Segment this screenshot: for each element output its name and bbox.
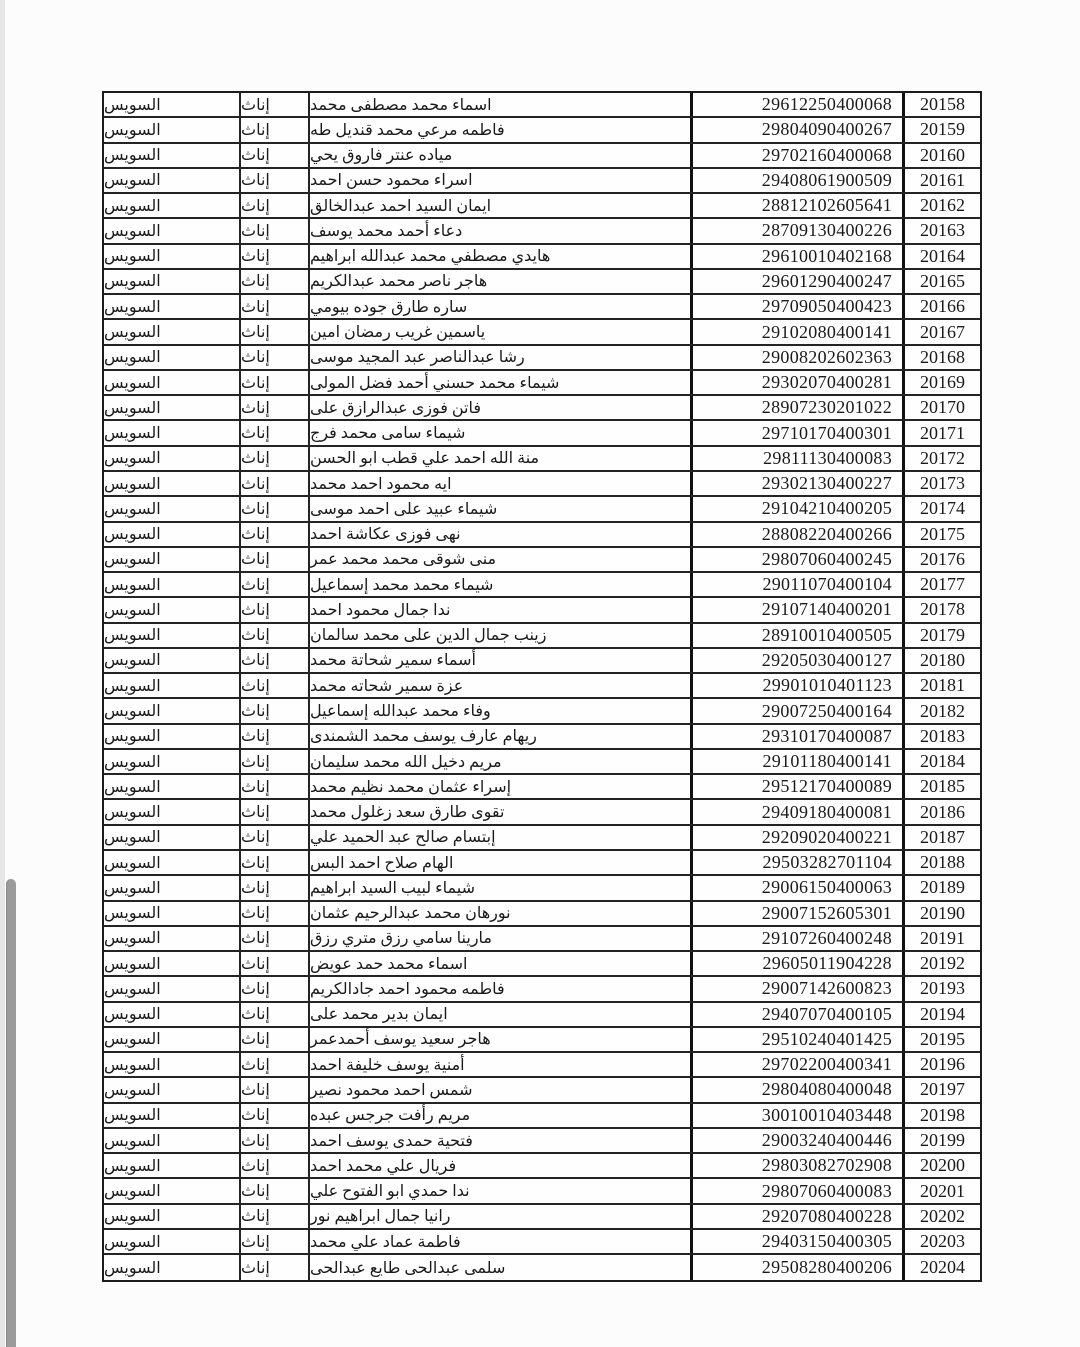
name-cell: ندا جمال محمود احمد bbox=[308, 598, 690, 621]
national-id-cell: 28910010400505 bbox=[690, 624, 905, 647]
table-row bbox=[104, 1053, 980, 1078]
national-id-cell: 29302130400227 bbox=[690, 472, 905, 495]
gender-cell: إناث bbox=[239, 649, 308, 672]
page-edge-strip bbox=[0, 0, 5, 1347]
governorate-cell: السويس bbox=[104, 753, 161, 771]
gender-cell: إناث bbox=[239, 245, 308, 268]
national-id-cell: 29102080400141 bbox=[690, 320, 905, 343]
gender-cell: إناث bbox=[239, 194, 308, 217]
governorate-cell: السويس bbox=[104, 955, 161, 973]
table-row bbox=[104, 497, 980, 522]
gender-cell: إناث bbox=[239, 219, 308, 242]
name-cell: مارينا سامي رزق متري رزق bbox=[308, 927, 690, 950]
serial-cell: 20159 bbox=[920, 119, 965, 140]
governorate-cell: السويس bbox=[104, 728, 161, 746]
name-cell: نهى فوزى عكاشة احمد bbox=[308, 523, 690, 546]
serial-cell: 20180 bbox=[920, 649, 965, 670]
name-cell: فتحية حمدى يوسف احمد bbox=[308, 1129, 690, 1152]
governorate-cell: السويس bbox=[104, 121, 161, 139]
table-row bbox=[104, 1078, 980, 1103]
name-cell: اسماء محمد مصطفى محمد bbox=[308, 93, 690, 116]
table-row bbox=[104, 447, 980, 472]
name-cell: مياده عنتر فاروق يحي bbox=[308, 144, 690, 167]
governorate-cell: السويس bbox=[104, 248, 161, 266]
name-cell: رشا عبدالناصر عبد المجيد موسى bbox=[308, 346, 690, 369]
national-id-cell: 29512170400089 bbox=[690, 775, 905, 798]
name-cell: شيماء سامى محمد فرج bbox=[308, 421, 690, 444]
gender-cell: إناث bbox=[239, 523, 308, 546]
national-id-cell: 29804080400048 bbox=[690, 1078, 905, 1101]
table-row bbox=[104, 902, 980, 927]
national-id-cell: 29310170400087 bbox=[690, 725, 905, 748]
name-cell: زينب جمال الدين على محمد سالمان bbox=[308, 624, 690, 647]
national-id-cell: 29811130400083 bbox=[690, 447, 905, 470]
governorate-cell: السويس bbox=[104, 854, 161, 872]
table-row bbox=[104, 472, 980, 497]
national-id-cell: 29702160400068 bbox=[690, 144, 905, 167]
table-row bbox=[104, 750, 980, 775]
table-row bbox=[104, 1230, 980, 1255]
national-id-cell: 29408061900509 bbox=[690, 169, 905, 192]
serial-cell: 20185 bbox=[920, 776, 965, 797]
table-row bbox=[104, 952, 980, 977]
gender-cell: إناث bbox=[239, 497, 308, 520]
name-cell: دعاء أحمد محمد يوسف bbox=[308, 219, 690, 242]
governorate-cell: السويس bbox=[104, 1157, 161, 1175]
gender-cell: إناث bbox=[239, 169, 308, 192]
serial-cell: 20181 bbox=[920, 675, 965, 696]
table-row bbox=[104, 649, 980, 674]
governorate-cell: السويس bbox=[104, 222, 161, 240]
serial-cell: 20203 bbox=[920, 1231, 965, 1252]
governorate-cell: السويس bbox=[104, 172, 161, 190]
table-row bbox=[104, 295, 980, 320]
governorate-cell: السويس bbox=[104, 500, 161, 518]
serial-cell: 20168 bbox=[920, 346, 965, 367]
national-id-cell: 29003240400446 bbox=[690, 1129, 905, 1152]
national-id-cell: 29605011904228 bbox=[690, 952, 905, 975]
governorate-cell: السويس bbox=[104, 930, 161, 948]
serial-cell: 20184 bbox=[920, 751, 965, 772]
national-id-cell: 29006150400063 bbox=[690, 876, 905, 899]
table-row bbox=[104, 699, 980, 724]
national-id-cell: 29710170400301 bbox=[690, 421, 905, 444]
serial-cell: 20158 bbox=[920, 94, 965, 115]
table-row bbox=[104, 1028, 980, 1053]
national-id-cell: 29302070400281 bbox=[690, 371, 905, 394]
governorate-cell: السويس bbox=[104, 1031, 161, 1049]
serial-cell: 20182 bbox=[920, 700, 965, 721]
table-row bbox=[104, 548, 980, 573]
table-row bbox=[104, 523, 980, 548]
name-cell: أمنية يوسف خليفة احمد bbox=[308, 1053, 690, 1076]
national-id-cell: 29612250400068 bbox=[690, 93, 905, 116]
national-id-cell: 29901010401123 bbox=[690, 674, 905, 697]
gender-cell: إناث bbox=[239, 699, 308, 722]
governorate-cell: السويس bbox=[104, 829, 161, 847]
governorate-cell: السويس bbox=[104, 349, 161, 367]
table-row bbox=[104, 219, 980, 244]
name-cell: الهام صلاح احمد البس bbox=[308, 851, 690, 874]
table-row bbox=[104, 421, 980, 446]
governorate-cell: السويس bbox=[104, 677, 161, 695]
national-id-cell: 29601290400247 bbox=[690, 270, 905, 293]
gender-cell: إناث bbox=[239, 144, 308, 167]
gender-cell: إناث bbox=[239, 598, 308, 621]
serial-cell: 20176 bbox=[920, 548, 965, 569]
gender-cell: إناث bbox=[239, 674, 308, 697]
table-row bbox=[104, 598, 980, 623]
name-cell: ايمان بدير محمد على bbox=[308, 1003, 690, 1026]
name-cell: هاجر سعيد يوسف أحمدعمر bbox=[308, 1028, 690, 1051]
table-row bbox=[104, 1179, 980, 1204]
governorate-cell: السويس bbox=[104, 551, 161, 569]
name-cell: ايمان السيد احمد عبدالخالق bbox=[308, 194, 690, 217]
national-id-cell: 30010010403448 bbox=[690, 1104, 905, 1127]
gender-cell: إناث bbox=[239, 1179, 308, 1202]
serial-cell: 20165 bbox=[920, 270, 965, 291]
table-row bbox=[104, 245, 980, 270]
gender-cell: إناث bbox=[239, 902, 308, 925]
gender-cell: إناث bbox=[239, 1104, 308, 1127]
gender-cell: إناث bbox=[239, 750, 308, 773]
gender-cell: إناث bbox=[239, 93, 308, 116]
name-cell: شيماء محمد حسني أحمد فضل المولى bbox=[308, 371, 690, 394]
national-id-cell: 28808220400266 bbox=[690, 523, 905, 546]
gender-cell: إناث bbox=[239, 118, 308, 141]
governorate-cell: السويس bbox=[104, 425, 161, 443]
governorate-cell: السويس bbox=[104, 980, 161, 998]
table-row bbox=[104, 118, 980, 143]
national-id-cell: 28907230201022 bbox=[690, 396, 905, 419]
table-row bbox=[104, 320, 980, 345]
governorate-cell: السويس bbox=[104, 147, 161, 165]
governorate-cell: السويس bbox=[104, 601, 161, 619]
gender-cell: إناث bbox=[239, 1255, 308, 1280]
name-cell: رانيا جمال ابراهيم نور bbox=[308, 1205, 690, 1228]
serial-cell: 20160 bbox=[920, 144, 965, 165]
gender-cell: إناث bbox=[239, 472, 308, 495]
national-id-cell: 29807060400083 bbox=[690, 1179, 905, 1202]
governorate-cell: السويس bbox=[104, 273, 161, 291]
name-cell: إسراء عثمان محمد نظيم محمد bbox=[308, 775, 690, 798]
governorate-cell: السويس bbox=[104, 1081, 161, 1099]
governorate-cell: السويس bbox=[104, 879, 161, 897]
national-id-cell: 29610010402168 bbox=[690, 245, 905, 268]
gender-cell: إناث bbox=[239, 725, 308, 748]
scrollbar-thumb[interactable] bbox=[6, 879, 16, 1347]
serial-cell: 20186 bbox=[920, 801, 965, 822]
governorate-cell: السويس bbox=[104, 96, 161, 114]
gender-cell: إناث bbox=[239, 927, 308, 950]
governorate-cell: السويس bbox=[104, 1233, 161, 1251]
gender-cell: إناث bbox=[239, 851, 308, 874]
national-id-cell: 29101180400141 bbox=[690, 750, 905, 773]
serial-cell: 20200 bbox=[920, 1155, 965, 1176]
national-id-cell: 29207080400228 bbox=[690, 1205, 905, 1228]
table-row bbox=[104, 624, 980, 649]
gender-cell: إناث bbox=[239, 826, 308, 849]
table-row bbox=[104, 1154, 980, 1179]
gender-cell: إناث bbox=[239, 346, 308, 369]
name-cell: ياسمين غريب رمضان امين bbox=[308, 320, 690, 343]
serial-cell: 20187 bbox=[920, 826, 965, 847]
name-cell: تقوى طارق سعد زغلول محمد bbox=[308, 800, 690, 823]
table-row bbox=[104, 1104, 980, 1129]
table-row bbox=[104, 144, 980, 169]
gender-cell: إناث bbox=[239, 371, 308, 394]
serial-cell: 20164 bbox=[920, 245, 965, 266]
name-cell: منة الله احمد علي قطب ابو الحسن bbox=[308, 447, 690, 470]
name-cell: فاطمة عماد علي محمد bbox=[308, 1230, 690, 1253]
governorate-cell: السويس bbox=[104, 703, 161, 720]
gender-cell: إناث bbox=[239, 447, 308, 470]
table-row bbox=[104, 977, 980, 1002]
national-id-cell: 28812102605641 bbox=[690, 194, 905, 217]
governorate-cell: السويس bbox=[104, 576, 161, 594]
serial-cell: 20173 bbox=[920, 473, 965, 494]
gender-cell: إناث bbox=[239, 1053, 308, 1076]
table-row bbox=[104, 1129, 980, 1154]
governorate-cell: السويس bbox=[104, 778, 161, 796]
serial-cell: 20201 bbox=[920, 1180, 965, 1201]
serial-cell: 20199 bbox=[920, 1130, 965, 1151]
governorate-cell: السويس bbox=[104, 374, 161, 392]
table-row bbox=[104, 876, 980, 901]
serial-cell: 20169 bbox=[920, 372, 965, 393]
name-cell: وفاء محمد عبدالله إسماعيل bbox=[308, 699, 690, 722]
name-cell: فاتن فوزى عبدالرازق على bbox=[308, 396, 690, 419]
gender-cell: إناث bbox=[239, 295, 308, 318]
gender-cell: إناث bbox=[239, 775, 308, 798]
gender-cell: إناث bbox=[239, 876, 308, 899]
name-cell: شيماء عبيد على احمد موسى bbox=[308, 497, 690, 520]
national-id-cell: 29007250400164 bbox=[690, 699, 905, 722]
serial-cell: 20183 bbox=[920, 725, 965, 746]
serial-cell: 20177 bbox=[920, 574, 965, 595]
serial-cell: 20196 bbox=[920, 1054, 965, 1075]
governorate-cell: السويس bbox=[104, 1107, 161, 1125]
national-id-cell: 29804090400267 bbox=[690, 118, 905, 141]
gender-cell: إناث bbox=[239, 977, 308, 1000]
serial-cell: 20191 bbox=[920, 927, 965, 948]
name-cell: اسماء محمد حمد عويض bbox=[308, 952, 690, 975]
gender-cell: إناث bbox=[239, 1129, 308, 1152]
national-id-cell: 29104210400205 bbox=[690, 497, 905, 520]
table-row bbox=[104, 851, 980, 876]
name-cell: إبتسام صالح عبد الحميد علي bbox=[308, 826, 690, 849]
gender-cell: إناث bbox=[239, 573, 308, 596]
governorate-cell: السويس bbox=[104, 324, 161, 342]
serial-cell: 20198 bbox=[920, 1104, 965, 1125]
national-id-cell: 29107140400201 bbox=[690, 598, 905, 621]
national-id-cell: 29008202602363 bbox=[690, 346, 905, 369]
gender-cell: إناث bbox=[239, 320, 308, 343]
serial-cell: 20171 bbox=[920, 422, 965, 443]
name-cell: أسماء سمير شحاتة محمد bbox=[308, 649, 690, 672]
serial-cell: 20197 bbox=[920, 1079, 965, 1100]
name-cell: سلمى عبدالحى طايع عبدالحى bbox=[308, 1255, 690, 1280]
serial-cell: 20172 bbox=[920, 447, 965, 468]
national-id-cell: 29205030400127 bbox=[690, 649, 905, 672]
name-cell: نورهان محمد عبدالرحيم عثمان bbox=[308, 902, 690, 925]
national-id-cell: 28709130400226 bbox=[690, 219, 905, 242]
table-row bbox=[104, 800, 980, 825]
governorate-cell: السويس bbox=[104, 1006, 161, 1024]
gender-cell: إناث bbox=[239, 1028, 308, 1051]
gender-cell: إناث bbox=[239, 800, 308, 823]
national-id-cell: 29709050400423 bbox=[690, 295, 905, 318]
national-id-cell: 29209020400221 bbox=[690, 826, 905, 849]
serial-cell: 20193 bbox=[920, 978, 965, 999]
gender-cell: إناث bbox=[239, 1205, 308, 1228]
national-id-cell: 29510240401425 bbox=[690, 1028, 905, 1051]
table-row bbox=[104, 573, 980, 598]
table-row bbox=[104, 674, 980, 699]
governorate-cell: السويس bbox=[104, 298, 161, 316]
serial-cell: 20189 bbox=[920, 877, 965, 898]
serial-cell: 20192 bbox=[920, 953, 965, 974]
gender-cell: إناث bbox=[239, 421, 308, 444]
table-row bbox=[104, 93, 980, 118]
name-cell: شيماء لبيب السيد ابراهيم bbox=[308, 876, 690, 899]
gender-cell: إناث bbox=[239, 270, 308, 293]
governorate-cell: السويس bbox=[104, 399, 161, 417]
table-row bbox=[104, 826, 980, 851]
governorate-cell: السويس bbox=[104, 1132, 161, 1150]
governorate-cell: السويس bbox=[104, 627, 161, 645]
serial-cell: 20178 bbox=[920, 599, 965, 620]
name-cell: ريهام عارف يوسف محمد الشمندى bbox=[308, 725, 690, 748]
name-cell: عزة سمير شحاته محمد bbox=[308, 674, 690, 697]
national-id-cell: 29409180400081 bbox=[690, 800, 905, 823]
serial-cell: 20163 bbox=[920, 220, 965, 241]
table-row bbox=[104, 169, 980, 194]
gender-cell: إناث bbox=[239, 1154, 308, 1177]
name-cell: هاجر ناصر محمد عبدالكريم bbox=[308, 270, 690, 293]
name-cell: ساره طارق جوده بيومي bbox=[308, 295, 690, 318]
gender-cell: إناث bbox=[239, 396, 308, 419]
name-cell: شمس احمد محمود نصير bbox=[308, 1078, 690, 1101]
serial-cell: 20166 bbox=[920, 296, 965, 317]
serial-cell: 20195 bbox=[920, 1028, 965, 1049]
serial-cell: 20204 bbox=[920, 1257, 965, 1278]
serial-cell: 20170 bbox=[920, 397, 965, 418]
national-id-cell: 29807060400245 bbox=[690, 548, 905, 571]
national-id-cell: 29702200400341 bbox=[690, 1053, 905, 1076]
serial-cell: 20175 bbox=[920, 523, 965, 544]
table-row bbox=[104, 1255, 980, 1280]
table-row bbox=[104, 194, 980, 219]
governorate-cell: السويس bbox=[104, 1208, 161, 1226]
governorate-cell: السويس bbox=[104, 1056, 161, 1074]
table-row bbox=[104, 270, 980, 295]
serial-cell: 20188 bbox=[920, 852, 965, 873]
name-cell: شيماء محمد محمد إسماعيل bbox=[308, 573, 690, 596]
table-row bbox=[104, 371, 980, 396]
serial-cell: 20190 bbox=[920, 902, 965, 923]
name-cell: ندا حمدي ابو الفتوح علي bbox=[308, 1179, 690, 1202]
national-id-cell: 29107260400248 bbox=[690, 927, 905, 950]
national-id-cell: 29011070400104 bbox=[690, 573, 905, 596]
governorate-cell: السويس bbox=[104, 197, 161, 215]
name-cell: مريم رأفت جرجس عبده bbox=[308, 1104, 690, 1127]
gender-cell: إناث bbox=[239, 624, 308, 647]
governorate-cell: السويس bbox=[104, 652, 161, 670]
national-id-cell: 29503282701104 bbox=[690, 851, 905, 874]
governorate-cell: السويس bbox=[104, 450, 161, 468]
name-cell: هايدي مصطفي محمد عبدالله ابراهيم bbox=[308, 245, 690, 268]
gender-cell: إناث bbox=[239, 952, 308, 975]
governorate-cell: السويس bbox=[104, 905, 161, 923]
serial-cell: 20194 bbox=[920, 1003, 965, 1024]
table-row bbox=[104, 1205, 980, 1230]
serial-cell: 20202 bbox=[920, 1205, 965, 1226]
serial-cell: 20174 bbox=[920, 498, 965, 519]
name-cell: منى شوقى محمد محمد عمر bbox=[308, 548, 690, 571]
governorate-cell: السويس bbox=[104, 1183, 161, 1201]
gender-cell: إناث bbox=[239, 1003, 308, 1026]
name-cell: مريم دخيل الله محمد سليمان bbox=[308, 750, 690, 773]
name-cell: فريال علي محمد احمد bbox=[308, 1154, 690, 1177]
table-row bbox=[104, 927, 980, 952]
governorate-cell: السويس bbox=[104, 526, 161, 544]
gender-cell: إناث bbox=[239, 548, 308, 571]
table-row bbox=[104, 396, 980, 421]
name-cell: فاطمه مرعي محمد قنديل طه bbox=[308, 118, 690, 141]
national-id-cell: 29007142600823 bbox=[690, 977, 905, 1000]
table-row bbox=[104, 1003, 980, 1028]
governorate-cell: السويس bbox=[104, 1259, 161, 1277]
table-row bbox=[104, 346, 980, 371]
national-id-cell: 29803082702908 bbox=[690, 1154, 905, 1177]
gender-cell: إناث bbox=[239, 1078, 308, 1101]
governorate-cell: السويس bbox=[104, 475, 161, 493]
national-id-cell: 29007152605301 bbox=[690, 902, 905, 925]
serial-cell: 20179 bbox=[920, 624, 965, 645]
serial-cell: 20162 bbox=[920, 195, 965, 216]
national-id-cell: 29407070400105 bbox=[690, 1003, 905, 1026]
name-cell: ايه محمود احمد محمد bbox=[308, 472, 690, 495]
table-row bbox=[104, 725, 980, 750]
name-cell: فاطمه محمود احمد جادالكريم bbox=[308, 977, 690, 1000]
gender-cell: إناث bbox=[239, 1230, 308, 1253]
serial-cell: 20167 bbox=[920, 321, 965, 342]
national-id-cell: 29403150400305 bbox=[690, 1230, 905, 1253]
governorate-cell: السويس bbox=[104, 804, 161, 822]
serial-cell: 20161 bbox=[920, 169, 965, 190]
national-id-cell: 29508280400206 bbox=[690, 1255, 905, 1280]
name-cell: اسراء محمود حسن احمد bbox=[308, 169, 690, 192]
roster-table bbox=[102, 91, 982, 1282]
table-row bbox=[104, 775, 980, 800]
